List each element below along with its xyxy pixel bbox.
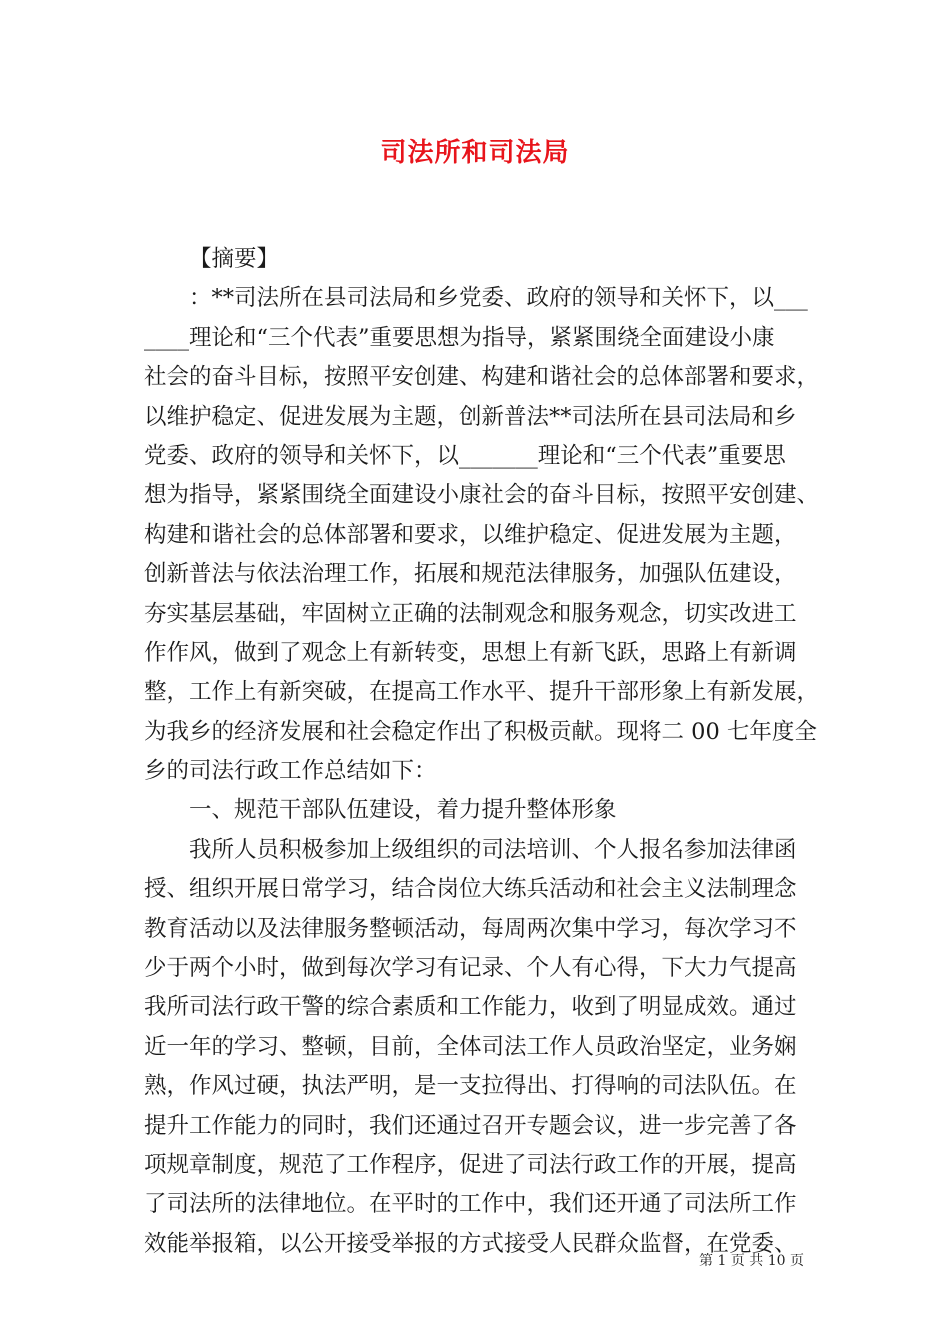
text-line: 乡的司法行政工作总结如下： (144, 758, 437, 785)
document-body (144, 240, 824, 1264)
text-line: 项规章制度，规范了工作程序，促进了司法行政工作的开展，提高 (144, 1151, 797, 1178)
text-line: 一、规范干部队伍建设，着力提升整体形象 (189, 797, 617, 824)
text-line: 社会的奋斗目标，按照平安创建、构建和谐社会的总体部署和要求， (144, 364, 820, 391)
text-line: 教育活动以及法律服务整顿活动，每周两次集中学习，每次学习不 (144, 915, 797, 942)
text-line: 党委、政府的领导和关怀下，以_______理论和“三个代表”重要思 (144, 442, 786, 469)
text-line: 授、组织开展日常学习，结合岗位大练兵活动和社会主义法制理念 (144, 876, 797, 903)
text-line: 作作风，做到了观念上有新转变，思想上有新飞跃，思路上有新调 (144, 639, 797, 666)
text-line: 整，工作上有新突破，在提高工作水平、提升干部形象上有新发展， (144, 679, 820, 706)
text-line: 我所人员积极参加上级组织的司法培训、个人报名参加法律函 (189, 836, 797, 863)
text-line: 熟，作风过硬，执法严明，是一支拉得出、打得响的司法队伍。在 (144, 1073, 797, 1100)
text-line: 以维护稳定、促进发展为主题，创新普法**司法所在县司法局和乡 (144, 403, 797, 430)
text-line: 【摘要】 (189, 246, 280, 272)
text-line: 创新普法与依法治理工作，拓展和规范法律服务，加强队伍建设， (144, 561, 797, 588)
text-line: ____理论和“三个代表”重要思想为指导，紧紧围绕全面建设小康 (144, 324, 775, 351)
page-footer: 第 1 页 共 10 页 (699, 1253, 804, 1269)
text-line: 少于两个小时，做到每次学习有记录、个人有心得，下大力气提高 (144, 955, 797, 982)
text-line: 近一年的学习、整顿，目前，全体司法工作人员政治坚定，业务娴 (144, 1033, 797, 1060)
text-line: 构建和谐社会的总体部署和要求，以维护稳定、促进发展为主题， (144, 521, 797, 548)
text-line: ：**司法所在县司法局和乡党委、政府的领导和关怀下，以___ (189, 285, 808, 312)
text-line: 夯实基层基础，牢固树立正确的法制观念和服务观念，切实改进工 (144, 600, 797, 627)
text-line: 我所司法行政干警的综合素质和工作能力，收到了明显成效。通过 (144, 994, 797, 1021)
text-line: 为我乡的经济发展和社会稳定作出了积极贡献。现将二 00 七年度全 (144, 718, 817, 745)
text-line: 提升工作能力的同时，我们还通过召开专题会议，进一步完善了各 (144, 1112, 797, 1139)
text-line: 想为指导，紧紧围绕全面建设小康社会的奋斗目标，按照平安创建、 (144, 482, 820, 509)
text-line: 了司法所的法律地位。在平时的工作中，我们还开通了司法所工作 (144, 1191, 797, 1218)
document-title: 司法所和司法局 (380, 138, 570, 168)
text-line: 效能举报箱，以公开接受举报的方式接受人民群众监督，在党委、 (144, 1230, 797, 1257)
